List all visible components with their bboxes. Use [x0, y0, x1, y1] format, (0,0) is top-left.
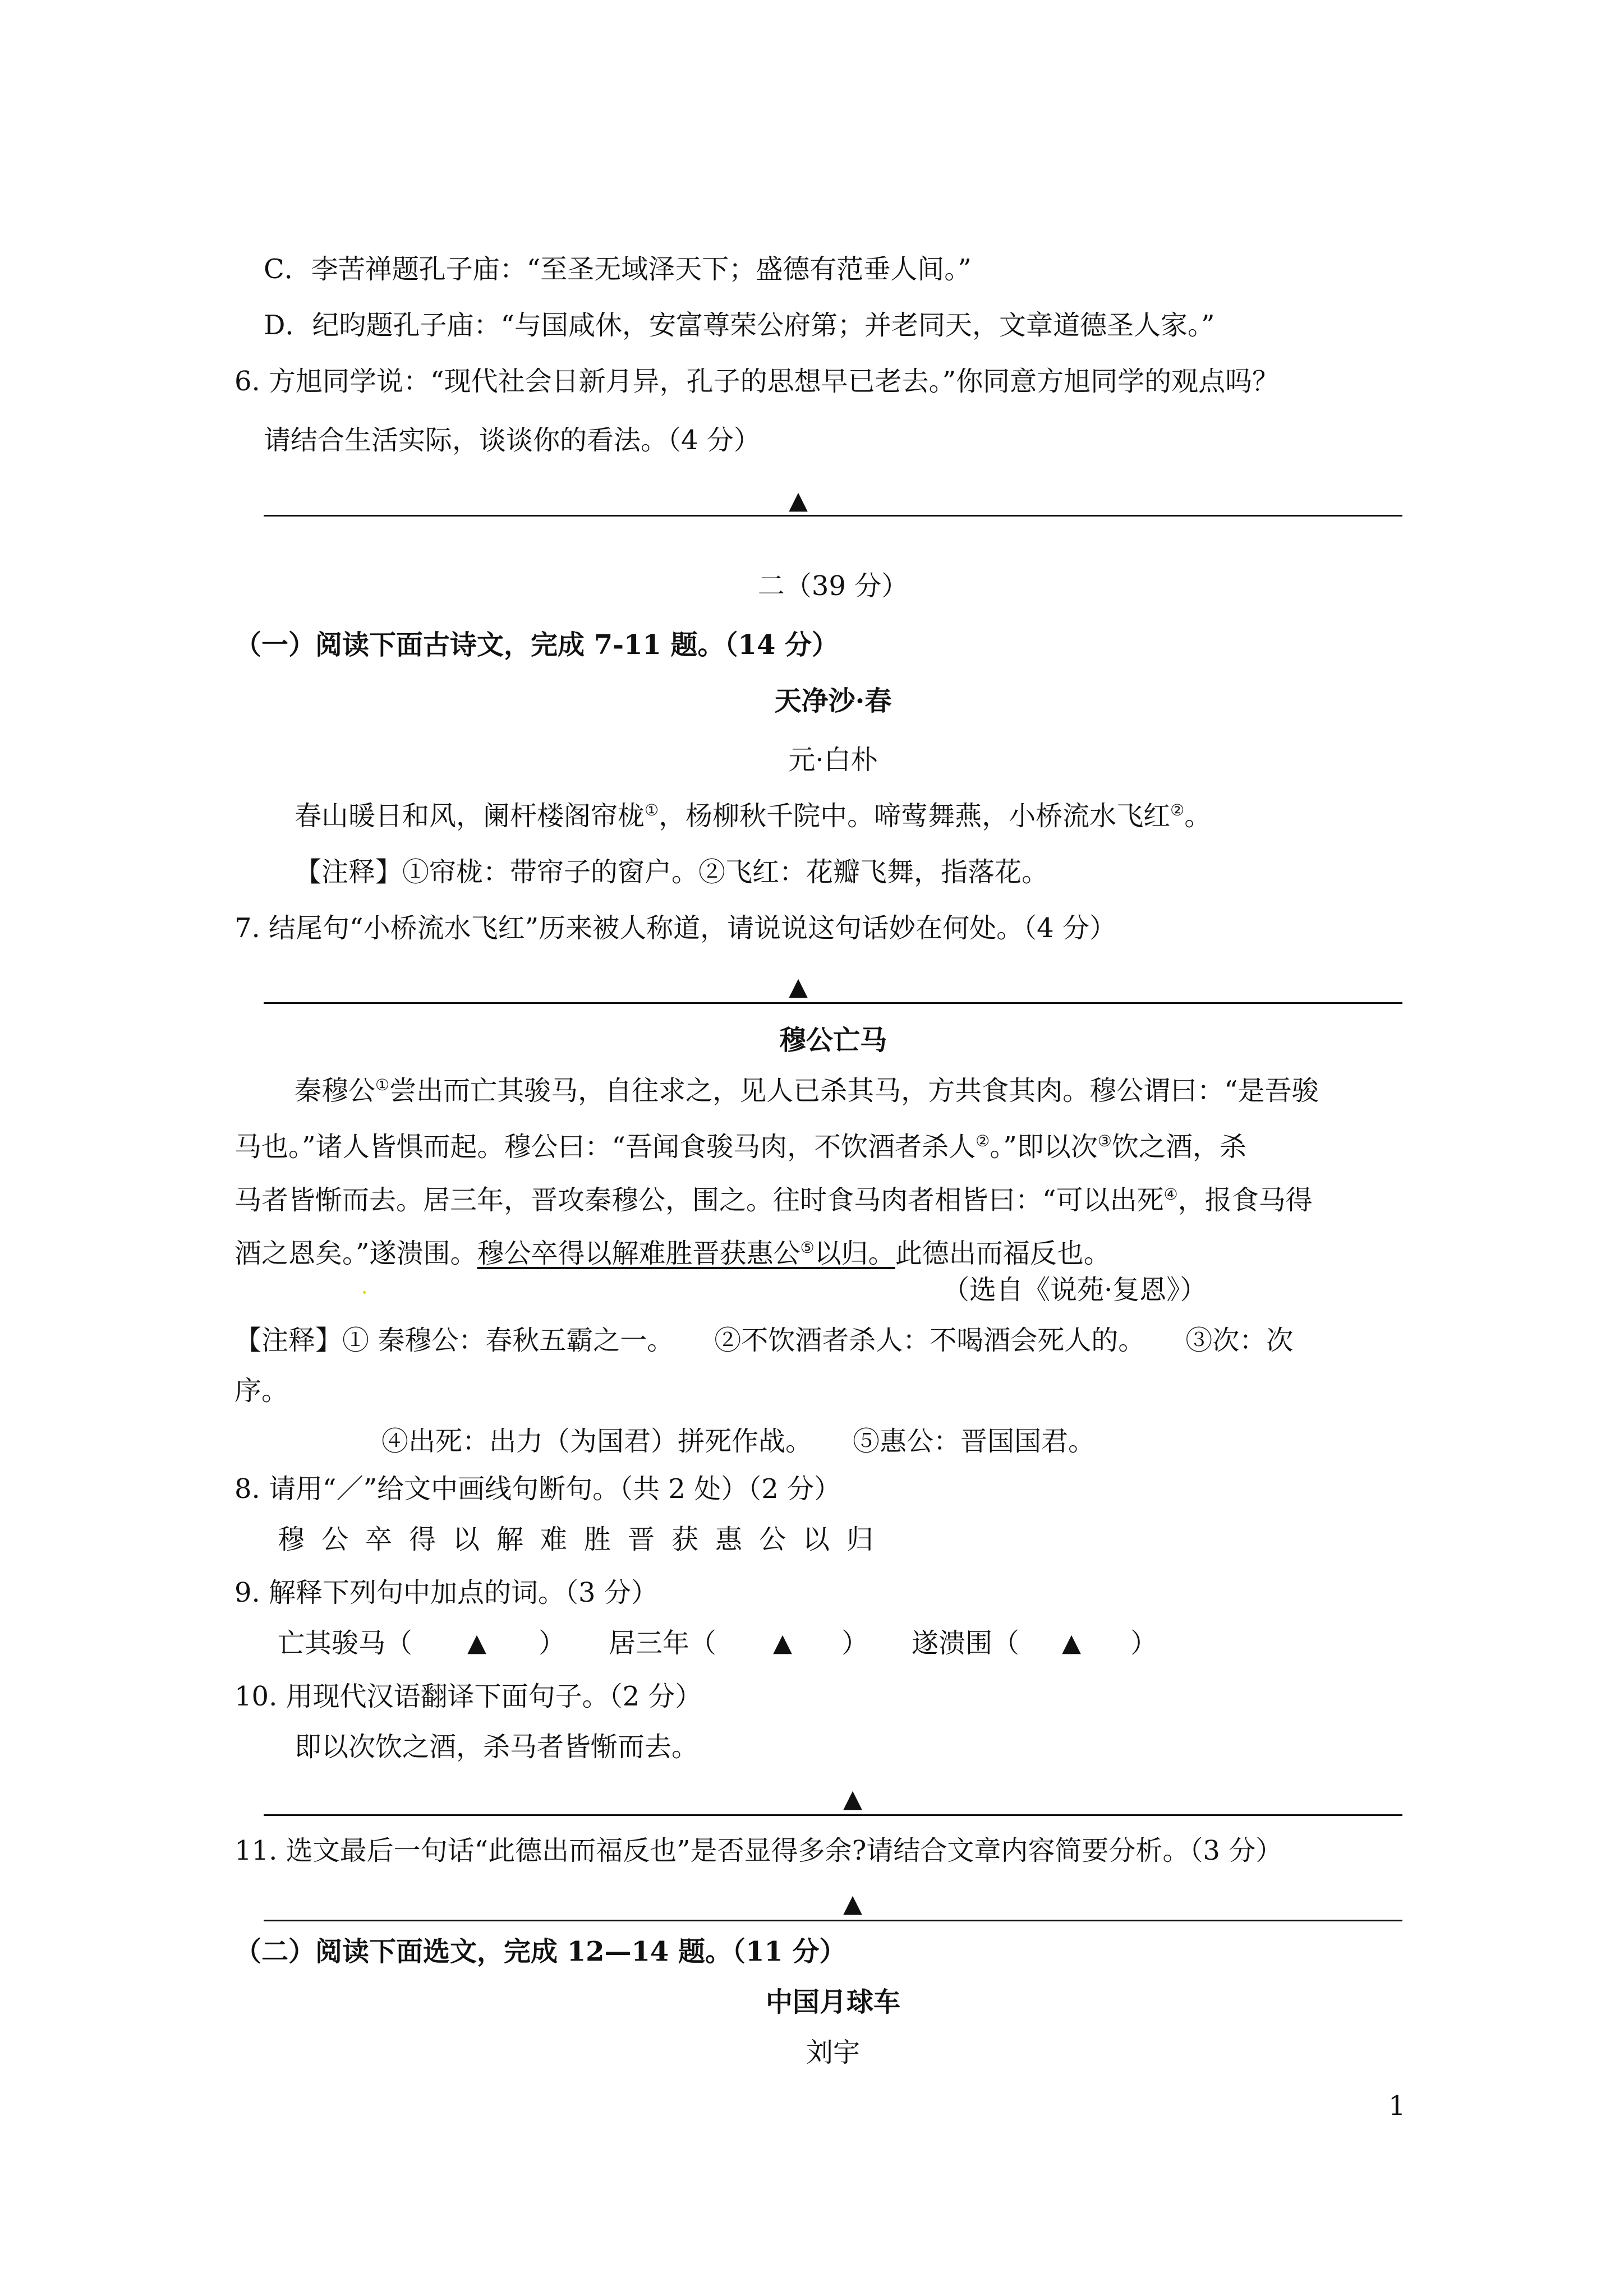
answer-triangle: ▲	[843, 1889, 862, 1918]
question-9: 9. 解释下列句中加点的词。（3 分）	[234, 1577, 658, 1608]
poem-annotation: 【注释】①帘栊：带帘子的窗户。②飞红：花瓣飞舞，指落花。	[295, 856, 1049, 888]
answer-triangle: ▲	[789, 972, 808, 1001]
question-6-line2: 请结合生活实际，谈谈你的看法。（4 分）	[264, 425, 761, 456]
option-d: D．纪昀题孔子庙：“与国咸休，安富尊荣公府第；并老同天，文章道德圣人家。”	[264, 310, 1215, 341]
question-10-sentence: 即以次饮之酒，杀马者皆惭而去。	[295, 1731, 699, 1763]
note-marker: ①	[375, 1076, 390, 1094]
q9-item-1-close: ）	[539, 1628, 566, 1659]
answer-triangle: ▲	[1062, 1629, 1081, 1657]
answer-triangle: ▲	[843, 1785, 862, 1813]
q9-item-1: 亡其骏马（	[278, 1628, 413, 1659]
note-marker: ③	[1097, 1132, 1112, 1150]
note-marker: ①	[645, 801, 659, 819]
prose-line-2: 马也。”诸人皆惧而起。穆公曰：“吾闻食骏马肉，不饮酒者杀人②。”即以次③饮之酒，杀	[234, 1131, 1246, 1163]
question-7: 7. 结尾句“小桥流水飞红”历来被人称道，请说说这句话妙在何处。（4 分）	[234, 912, 1116, 944]
prose-source: （选自《说苑·复恩》）	[942, 1274, 1207, 1306]
article-author: 刘宇	[806, 2037, 860, 2068]
note-marker: ④	[1163, 1185, 1178, 1204]
underlined-sentence: 穆公卒得以解难胜晋获惠公⑤以归。	[477, 1238, 895, 1269]
question-6-line1: 6. 方旭同学说：“现代社会日新月异，孔子的思想早已老去。”你同意方旭同学的观点吗？	[234, 366, 1280, 397]
answer-line	[264, 1002, 1402, 1004]
q9-item-3-close: ）	[1130, 1628, 1158, 1659]
prose-notes-3: ④出死：出力（为国君）拼死作战。 ⑤惠公：晋国国君。	[381, 1426, 1096, 1457]
q9-item-3: 遂溃围（	[912, 1628, 1020, 1659]
answer-line	[264, 1814, 1402, 1816]
part-1-title: （一）阅读下面古诗文，完成 7-11 题。（14 分）	[234, 629, 839, 661]
prose-notes-2: 序。	[234, 1375, 289, 1407]
note-marker: ⑤	[800, 1238, 815, 1257]
section-2-heading: 二（39 分）	[757, 570, 909, 602]
prose-line-3: 马者皆惭而去。居三年，晋攻秦穆公，围之。往时食马肉者相皆曰：“可以出死④，报食马得	[234, 1184, 1313, 1216]
answer-triangle: ▲	[467, 1629, 486, 1657]
stray-mark	[363, 1291, 366, 1294]
part-2-title: （二）阅读下面选文，完成 12—14 题。（11 分）	[234, 1936, 846, 1967]
question-8-sentence: 穆公卒得以解难胜晋获惠公以归	[278, 1524, 891, 1555]
note-marker: ②	[976, 1132, 990, 1150]
poem-text: 春山暖日和风，阑杆楼阁帘栊①，杨柳秋千院中。啼莺舞燕，小桥流水飞红②。	[295, 800, 1212, 832]
answer-line	[264, 515, 1402, 517]
prose-line-1: 秦穆公①尝出而亡其骏马，自往求之，见人已杀其马，方共食其肉。穆公谓曰：“是吾骏	[295, 1075, 1319, 1106]
note-marker: ②	[1170, 801, 1185, 819]
prose-line-4: 酒之恩矣。”遂溃围。穆公卒得以解难胜晋获惠公⑤以归。此德出而福反也。	[234, 1238, 1111, 1269]
option-c: C．李苦禅题孔子庙：“至圣无域泽天下；盛德有范垂人间。”	[264, 253, 972, 285]
poem-title: 天净沙·春	[774, 685, 892, 717]
question-8: 8. 请用“／”给文中画线句断句。（共 2 处）（2 分）	[234, 1473, 841, 1505]
answer-triangle: ▲	[773, 1629, 792, 1657]
page-number: 1	[1388, 2090, 1406, 2122]
q9-item-2: 居三年（	[609, 1628, 717, 1659]
answer-triangle: ▲	[789, 486, 808, 515]
prose-notes-1: 【注释】① 秦穆公：春秋五霸之一。 ②不饮酒者杀人：不喝酒会死人的。 ③次：次	[234, 1325, 1294, 1356]
poem-author: 元·白朴	[788, 744, 878, 776]
prose-title: 穆公亡马	[779, 1025, 887, 1056]
q9-item-2-close: ）	[841, 1628, 869, 1659]
answer-line	[264, 1920, 1402, 1921]
question-11: 11. 选文最后一句话“此德出而福反也”是否显得多余?请结合文章内容简要分析。（3 分）	[234, 1835, 1283, 1866]
question-10: 10. 用现代汉语翻译下面句子。（2 分）	[234, 1681, 702, 1712]
article-title: 中国月球车	[765, 1986, 900, 2018]
